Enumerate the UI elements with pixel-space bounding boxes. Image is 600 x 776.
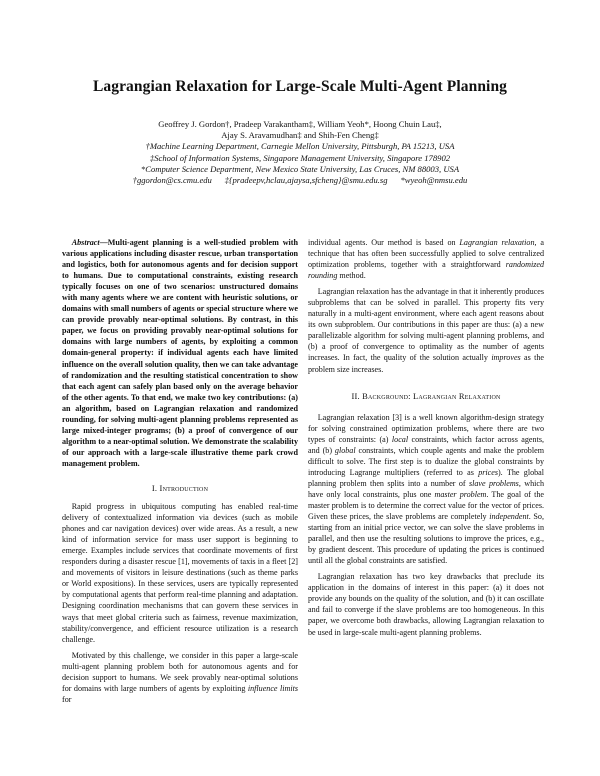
intro-p3-emphasis-2: randomized rounding xyxy=(308,260,544,281)
intro-p3-text-e: method. xyxy=(337,271,366,281)
section-heading-introduction: I. Introduction xyxy=(151,482,209,493)
author-block xyxy=(40,119,560,186)
bg-p1-j: master problem xyxy=(434,489,487,499)
left-column xyxy=(62,237,298,710)
intro-paragraph-1: Rapid progress in ubiquitous computing has enabled real-time delivery of contextualized information via devices (such as mobile phones and car navigation devices) over wide areas. As a result, a new kind of information service for mass user support is beginning to emerge. Examples include services that coordinate movements of first responders during a disaster rescue [1], movements of taxis in a fleet [2] and movements of visitors in leisure destinations (such as theme parks or World expositions). In these services, users are typically represented by computational agents that perform real-time planning and adaptation. Designing coordination mechanisms that can govern these services in ways that meet global criteria such as fairness, revenue maximization, stability/convergence, and efficient resource utilization is a research challenge. xyxy=(62,502,298,644)
bg-p1-i: , which have only local constraints, plus one xyxy=(308,478,545,499)
section-heading-background: II. Background: Lagrangian Relaxation xyxy=(351,390,501,401)
abstract xyxy=(62,237,298,469)
paper-title: Lagrangian Relaxation for Large-Scale Multi-Agent Planning xyxy=(92,78,508,95)
bg-p1-e: constraints, which couple agents and make the problem difficult to solve. The first step is to dualize the global constraints by introducing Lagrange multipliers (referred to as xyxy=(308,445,544,477)
intro-p2-text-a: Motivated by this challenge, we consider in this paper a large-scale multi-agent planning problem both for autonomous agents and for decision support to humans. We seek provably near-optimal solutions for domains with large numbers of agents by exploiting xyxy=(62,650,298,693)
intro-p3-emphasis-1: Lagrangian relaxation xyxy=(459,238,535,247)
abstract-text: —Multi-agent planning is a well-studied problem with various applications including disaster rescue, urban transportation and logistics, both for autonomous agents and for decision support to humans. Due to computational constraints, existing research typically focuses on one of two scenarios: unstructured domains with many agents where we are content with heuristic solutions, or domains with small numbers of agents or special structure where we can provide provably near-optimal solutions. By contrast, in this paper, we focus on providing provably near-optimal solutions for domains with large numbers of agents, by exploiting a common domain-general property: if individual agents each have limited influence on the overall solution quality, then we can take advantage of randomization and the resulting statistical concentration to show that each agent can safely plan based only on the average behavior of the other agents. To that end, we make two key contributions: (a) an algorithm, based on Lagrangian relaxation and randomized rounding, for solving multi-agent planning problems represented as large mixed-integer programs; (b) a proof of convergence of our algorithm to a near-optimal solution. We demonstrate the scalability of our approach with a large-scale illustrative theme park crowd management problem. xyxy=(62,238,298,468)
intro-paragraph-2-continued xyxy=(308,237,544,281)
abstract-label: Abstract xyxy=(71,238,100,247)
intro-p2-emphasis: influence limits xyxy=(247,683,298,693)
bg-p1-c: constraints, which factor across agents, and (b) xyxy=(308,434,544,455)
intro-p4-text-a: Lagrangian relaxation has the advantage in that it inherently produces subproblems that can be solved in parallel. This property fits very naturally in a multi-agent environment, where each agent reasons about its own subproblem. Our contributions in this paper are thus: (a) a new parallelizable algorithm for solving multi-agent planning problems, and (b) a proof of convergence to optimality as the number of agents increases. In fact, the quality of the solution actually xyxy=(308,287,544,363)
author-emails: †ggordon@cs.cmu.edu ‡{pradeepv,hclau,ajaysa,sfcheng}@smu.edu.sg *wyeoh@nmsu.edu xyxy=(132,175,468,186)
intro-p2-text-c: for xyxy=(62,694,72,704)
background-paragraph-2: Lagrangian relaxation has two key drawbacks that preclude its application in the domains of interest in this paper: (a) it does not provide any bounds on the quality of the solution, and (b) it can oscillate and fail to converge if the slave problems are too homogeneous. In this paper, we overcome both drawbacks, allowing Lagrangian relaxation to be used in large-scale multi-agent planning problems. xyxy=(308,572,544,637)
bg-p1-m: . So, starting from an initial price vector, we can solve the slave problems in parallel, and then use the resulting solutions to improve the prices, e.g., by gradient descent. This procedure of updating the prices is continued until all the global constraints are satisfied. xyxy=(308,512,544,566)
intro-p4-emphasis: improves xyxy=(491,353,521,363)
bg-p1-k: . The goal of the master problem is to determine the correct value for the vector of prices. Given these prices, the slave problems are completely xyxy=(308,489,544,522)
author-names-line-2: Ajay S. Aravamudhan‡ and Shih-Fen Cheng‡ xyxy=(221,130,379,141)
background-paragraph-1 xyxy=(308,412,544,567)
right-column xyxy=(308,237,544,643)
intro-p4-text-c: as the problem size increases. xyxy=(308,353,544,374)
affiliation-cmu: †Machine Learning Department, Carnegie Mellon University, Pittsburgh, PA 15213, USA xyxy=(145,141,455,152)
abstract-paragraph xyxy=(62,237,298,469)
affiliation-nmsu: *Computer Science Department, New Mexico State University, Las Cruces, NM 88003, USA xyxy=(140,163,460,174)
affiliation-smu: ‡School of Information Systems, Singapore Management University, Singapore 178902 xyxy=(149,152,451,163)
bg-p1-l: independent xyxy=(489,512,529,522)
bg-p1-a: Lagrangian relaxation [3] is a well known algorithm-design strategy for solving constrained optimization problems, where there are two types of constraints: (a) xyxy=(308,412,544,444)
bg-p1-f: prices xyxy=(478,467,498,477)
intro-p3-text-a: individual agents. Our method is based on xyxy=(308,238,460,247)
intro-paragraph-2 xyxy=(62,650,298,705)
bg-p1-b: local xyxy=(391,434,409,444)
bg-p1-h: slave problems xyxy=(468,478,519,488)
author-names-line-1: Geoffrey J. Gordon†, Pradeep Varakantham‡, William Yeoh*, Hoong Chuin Lau‡, xyxy=(158,119,442,129)
intro-paragraph-3 xyxy=(308,286,544,374)
bg-p1-g: ). The global planning problem then splits into a number of xyxy=(308,467,545,488)
bg-p1-d: global xyxy=(334,445,356,455)
intro-p3-text-c: , a technique that has often been successfully applied to solve centralized optimization problems, together with a straightforward xyxy=(308,238,544,270)
